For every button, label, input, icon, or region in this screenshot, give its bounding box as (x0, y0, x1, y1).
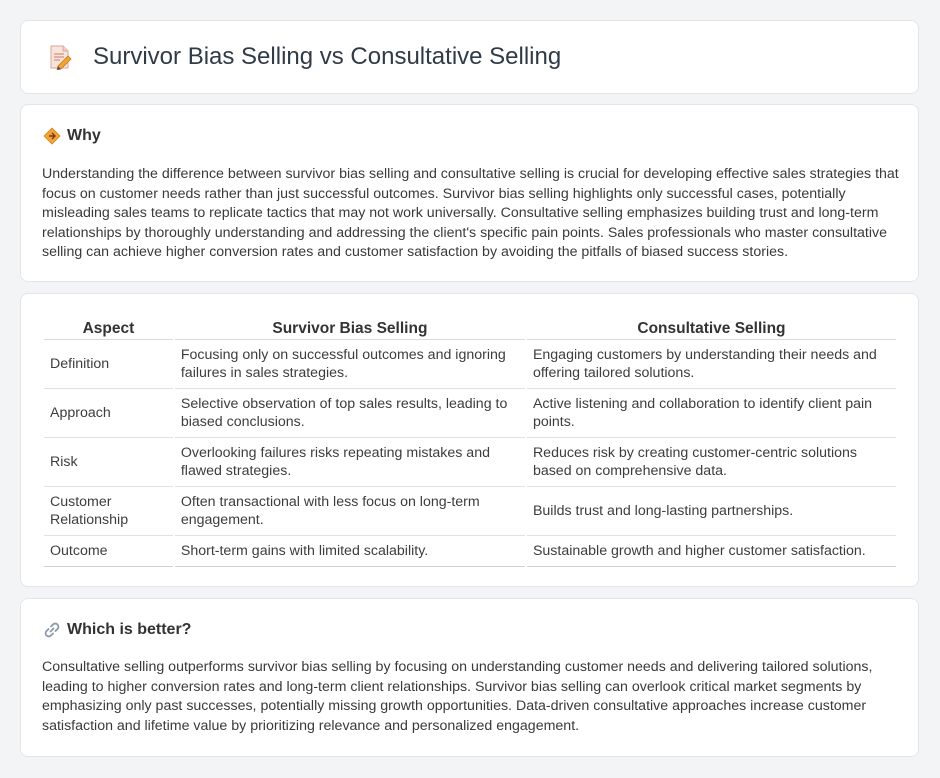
consultative-cell: Sustainable growth and higher customer satisfaction. (527, 536, 896, 567)
aspect-cell: Risk (44, 438, 173, 487)
table-row (44, 438, 896, 487)
column-header-survivor: Survivor Bias Selling (175, 316, 525, 340)
better-heading: Which is better? (67, 621, 192, 638)
column-header-consultative: Consultative Selling (527, 316, 896, 340)
consultative-cell: Builds trust and long-lasting partnerships. (527, 487, 896, 536)
link-icon (43, 621, 61, 639)
which-is-better-section (20, 598, 919, 757)
better-text: Consultative selling outperforms survivor bias selling by focusing on understanding customer needs and delivering tailored solutions, leading to higher conversion rates and long-term client relationships. Survivor bias selling can overlook critical market segments by emphasizing only past successes, potentially missing growth opportunities. Data-driven consultative approaches increase customer satisfaction and lifetime value by prioritizing relevance and personalized engagement. (42, 659, 873, 734)
consultative-cell: Reduces risk by creating customer-centric solutions based on comprehensive data. (527, 438, 896, 487)
table-header-row (44, 316, 896, 340)
header-card (20, 20, 919, 94)
aspect-cell: Customer Relationship (44, 487, 173, 536)
survivor-cell: Often transactional with less focus on long-term engagement. (175, 487, 525, 536)
document-pencil-icon (47, 44, 73, 70)
why-text: Understanding the difference between survivor bias selling and consultative selling is crucial for developing effective sales strategies that focus on customer needs rather than just successful outcomes. Survivor bias selling highlights only successful cases, potentially misleading sales teams to replicate tactics that may not work universally. Consultative selling emphasizes building trust and long-term relationships by thoroughly understanding and addressing the client's specific pain points. Sales professionals who master consultative selling can achieve higher conversion rates and customer satisfaction by avoiding the pitfalls of biased success stories. (42, 166, 899, 261)
survivor-cell: Overlooking failures risks repeating mistakes and flawed strategies. (175, 438, 525, 487)
table-row (44, 340, 896, 389)
survivor-cell: Focusing only on successful outcomes and ignoring failures in sales strategies. (175, 340, 525, 389)
diamond-sign-icon (43, 127, 61, 145)
aspect-cell: Outcome (44, 536, 173, 567)
comparison-section (20, 293, 919, 587)
why-heading: Why (67, 127, 101, 144)
title-row (47, 43, 561, 71)
aspect-cell: Definition (44, 340, 173, 389)
why-heading-row (43, 127, 101, 145)
why-section (20, 104, 919, 282)
consultative-cell: Active listening and collaboration to identify client pain points. (527, 389, 896, 438)
survivor-cell: Selective observation of top sales results, leading to biased conclusions. (175, 389, 525, 438)
page-title: Survivor Bias Selling vs Consultative Selling (93, 43, 562, 70)
table-row (44, 389, 896, 438)
consultative-cell: Engaging customers by understanding their needs and offering tailored solutions. (527, 340, 896, 389)
table-row (44, 536, 896, 567)
survivor-cell: Short-term gains with limited scalability. (175, 536, 525, 567)
table-row (44, 487, 896, 536)
aspect-cell: Approach (44, 389, 173, 438)
column-header-aspect: Aspect (44, 316, 173, 340)
comparison-table (42, 316, 898, 567)
better-heading-row (43, 621, 191, 639)
